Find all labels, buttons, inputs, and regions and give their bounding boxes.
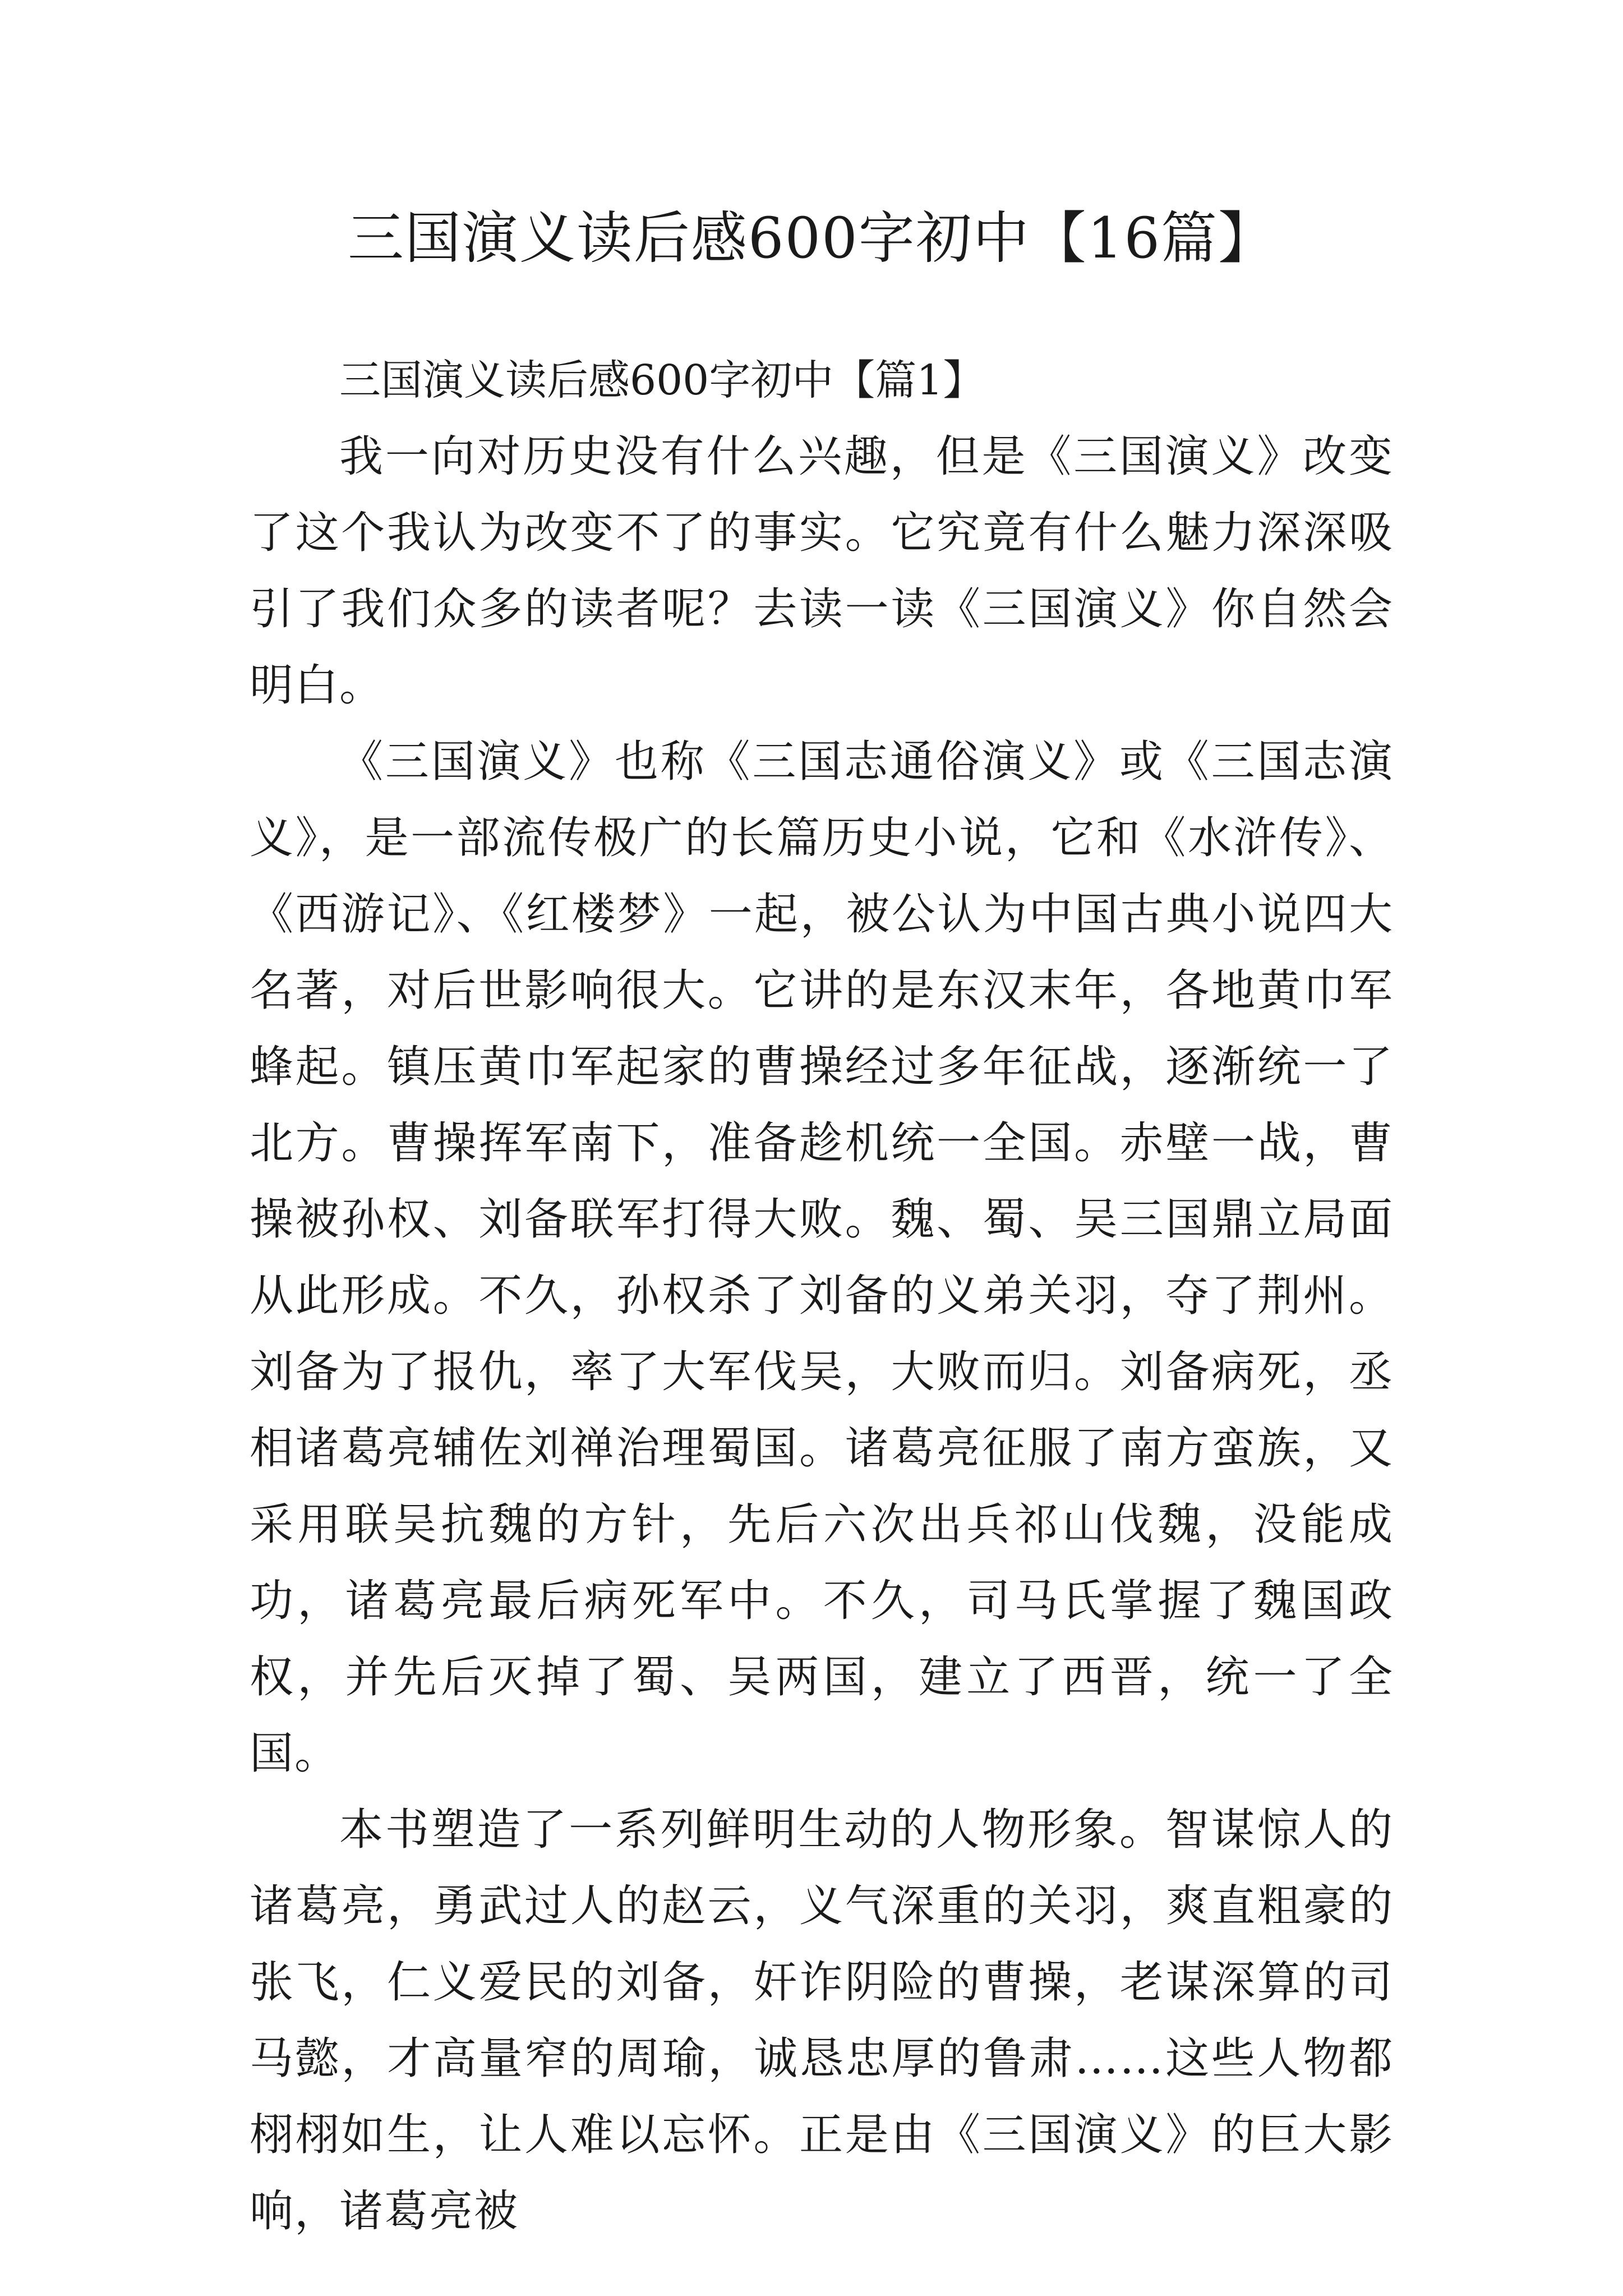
paragraph-1: 我一向对历史没有什么兴趣，但是《三国演义》改变了这个我认为改变不了的事实。它究竟有什么魅力深深吸引了我们众多的读者呢？去读一读《三国演义》你自然会明白。 xyxy=(250,431,1394,711)
paragraph-3: 本书塑造了一系列鲜明生动的人物形象。智谋惊人的诸葛亮，勇武过人的赵云，义气深重的关羽，爽直粗豪的张飞，仁义爱民的刘备，奸诈阴险的曹操，老谋深算的司马懿，才高量窄的周瑜，诚恳忠厚的鲁肃……这些人物都栩栩如生，让人难以忘怀。正是由《三国演义》的巨大影响，诸葛亮被 xyxy=(250,1805,1394,2237)
section-heading: 三国演义读后感600字初中【篇1】 xyxy=(339,356,985,404)
paragraph-2: 《三国演义》也称《三国志通俗演义》或《三国志演义》，是一部流传极广的长篇历史小说，它和《水浒传》、《西游记》、《红楼梦》一起，被公认为中国古典小说四大名著，对后世影响很大。它讲的是东汉末年，各地黄巾军蜂起。镇压黄巾军起家的曹操经过多年征战，逐渐统一了北方。曹操挥军南下，准备趁机统一全国。赤壁一战，曹操被孙权、刘备联军打得大败。魏、蜀、吴三国鼎立局面从此形成。不久，孙权杀了刘备的义弟关羽，夺了荆州。刘备为了报仇，率了大军伐吴，大败而归。刘备病死，丞相诸葛亮辅佐刘禅治理蜀国。诸葛亮征服了南方蛮族，又采用联吴抗魏的方针，先后六次出兵祁山伐魏，没能成功，诸葛亮最后病死军中。不久，司马氏掌握了魏国政权，并先后灭掉了蜀、吴两国，建立了西晋，统一了全国。 xyxy=(250,737,1394,1779)
document-body xyxy=(250,342,1394,2249)
document-title: 三国演义读后感600字初中【16篇】 xyxy=(347,205,1276,271)
